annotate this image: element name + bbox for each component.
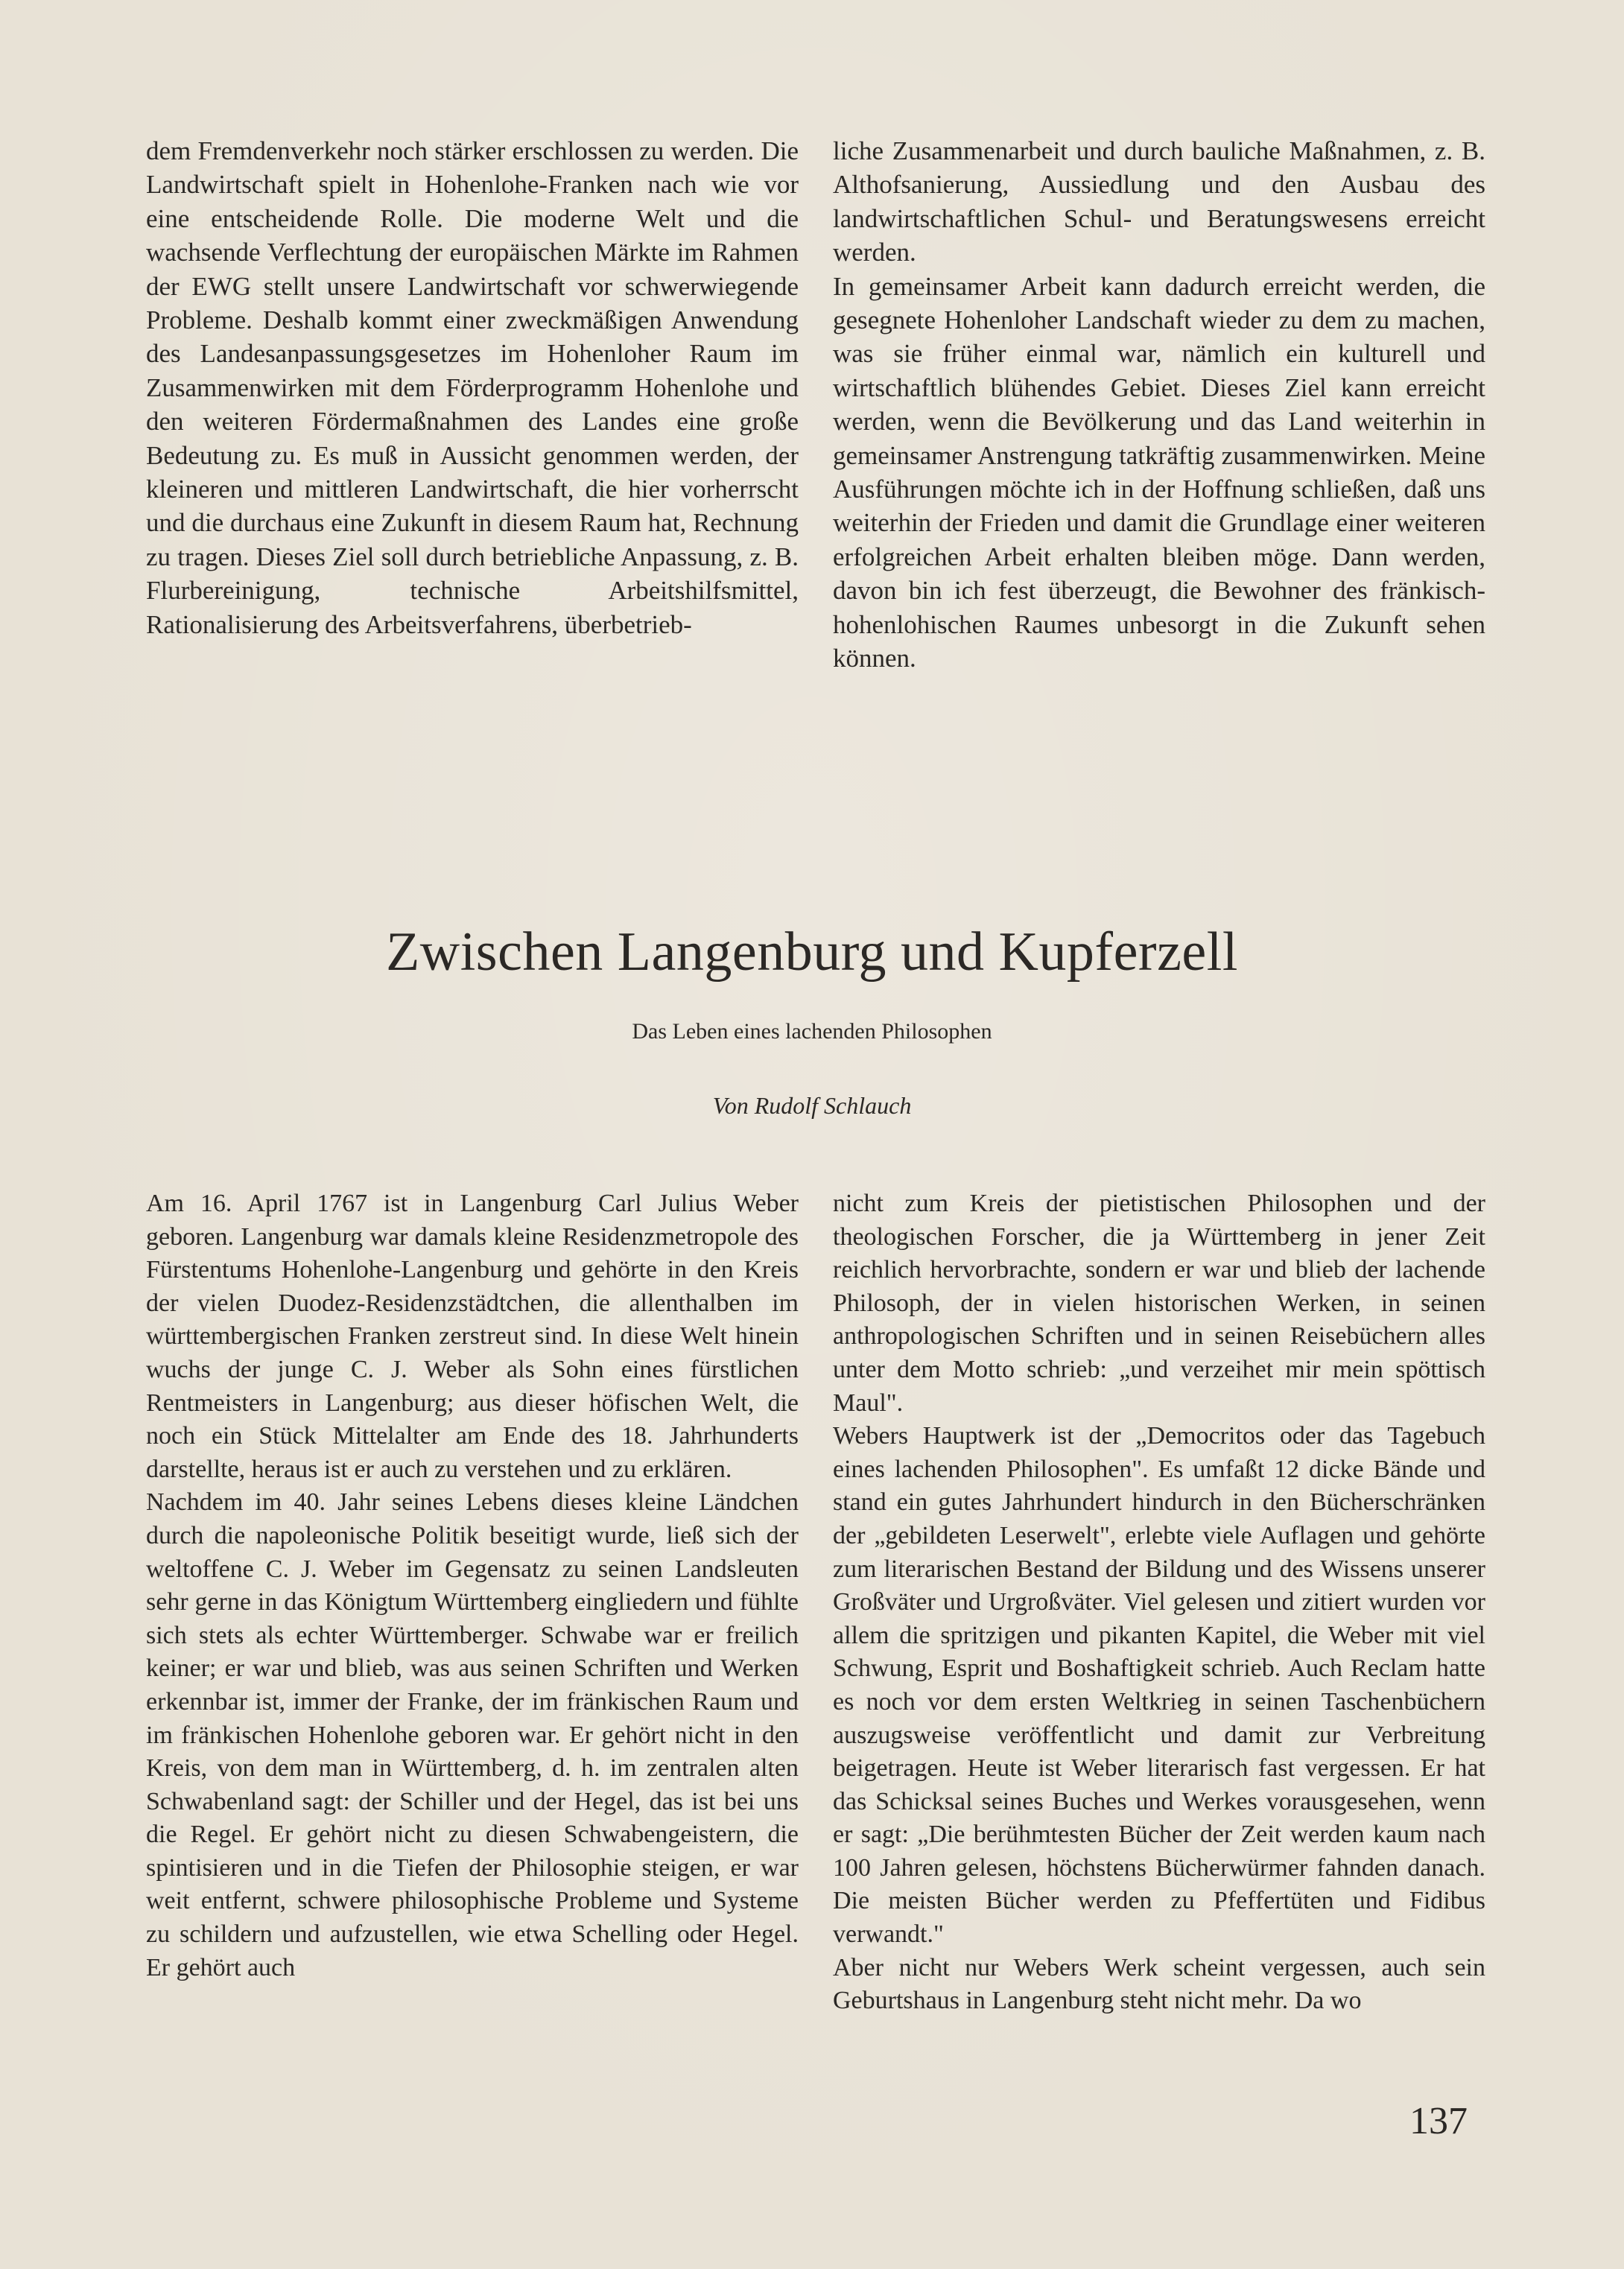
paragraph: Aber nicht nur Webers Werk scheint vergessen, auch sein Geburtshaus in Langenburg steht nicht mehr. Da wo — [833, 1953, 1485, 2015]
bottom-left-column — [146, 1187, 799, 1984]
paragraph: Am 16. April 1767 ist in Langenburg Carl Julius Weber geboren. Langenburg war damals kleine Residenzmetropole des Fürstentums Hohenlohe-Langenburg und gehörte in den Kreis der vielen Duodez-Residenzstädtchen, die allenthalben im württembergischen Franken zerstreut sind. In diese Welt hinein wuchs der junge C. J. Weber als Sohn eines fürstlichen Rentmeisters in Langenburg; aus dieser höfischen Welt, die noch ein Stück Mittelalter am Ende des 18. Jahrhunderts darstellte, heraus ist er auch zu verstehen und zu erklären. — [146, 1190, 799, 1483]
paragraph: Webers Hauptwerk ist der „Democritos oder das Tagebuch eines lachenden Philosophen". Es umfaßt 12 dicke Bände und stand ein gutes Jahrhundert hindurch in den Bücherschränken der „gebildeten Leserwelt", erlebte viele Auflagen und gehörte zum literarischen Bestand der Bildung und des Wissens unserer Großväter und Urgroßväter. Viel gelesen und zitiert wurden vor allem die spritzigen und pikanten Kapitel, die Weber mit viel Schwung, Esprit und Boshaftigkeit schrieb. Auch Reclam hatte es noch vor dem ersten Weltkrieg in seinen Taschenbüchern auszugsweise veröffentlicht und damit zur Verbreitung beigetragen. Heute ist Weber literarisch fast vergessen. Er hat das Schicksal seines Buches und Werkes vorausgesehen, wenn er sagt: „Die berühmtesten Bücher der Zeit werden kaum nach 100 Jahren gelesen, höchstens Bücherwürmer fahnden danach. Die meisten Bücher werden zu Pfeffertüten und Fidibus verwandt." — [833, 1422, 1485, 1949]
top-right-column — [833, 134, 1485, 676]
paragraph: In gemeinsamer Arbeit kann dadurch erreicht werden, die gesegnete Hohenloher Landschaft wieder zu dem zu machen, was sie früher einmal war, nämlich ein kulturell und wirtschaftlich blühendes Gebiet. Dieses Ziel kann erreicht werden, wenn die Bevölkerung und das Land weiterhin in gemeinsamer Anstrengung tatkräftig zusammenwirken. Meine Ausführungen möchte ich in der Hoffnung schließen, daß uns weiterhin der Frieden und damit die Grundlage einer weiteren erfolgreichen Arbeit erhalten bleiben möge. Dann werden, davon bin ich fest überzeugt, die Bewohner des fränkisch-hohenlohischen Raumes unbesorgt in die Zukunft sehen können. — [833, 271, 1485, 673]
paragraph: liche Zusammenarbeit und durch bauliche Maßnahmen, z. B. Althofsanierung, Aussiedlung und den Ausbau des landwirtschaftlichen Schul- und Beratungswesens erreicht werden. — [833, 136, 1485, 267]
paragraph: dem Fremdenverkehr noch stärker erschlossen zu werden. Die Landwirtschaft spielt in Hohenlohe-Franken nach wie vor eine entscheidende Rolle. Die moderne Welt und die wachsende Verflechtung der europäischen Märkte im Rahmen der EWG stellt unsere Landwirtschaft vor schwerwiegende Probleme. Deshalb kommt einer zweckmäßigen Anwendung des Landesanpassungsgesetzes im Hohenloher Raum im Zusammenwirken mit dem Förderprogramm Hohenlohe und den weiteren Fördermaßnahmen des Landes eine große Bedeutung zu. Es muß in Aussicht genommen werden, der kleineren und mittleren Landwirtschaft, die hier vorherrscht und die durchaus eine Zukunft in diesem Raum hat, Rechnung zu tragen. Dieses Ziel soll durch betriebliche Anpassung, z. B. Flurbereinigung, technische Arbeitshilfsmittel, Rationalisierung des Arbeitsverfahrens, überbetrieb- — [146, 136, 799, 639]
page-number: 137 — [1409, 2100, 1468, 2142]
article-subtitle: Das Leben eines lachenden Philosophen — [632, 1019, 992, 1044]
bottom-right-column — [833, 1187, 1485, 2018]
top-left-column — [146, 134, 799, 641]
article-byline: Von Rudolf Schlauch — [712, 1092, 912, 1119]
article-title: Zwischen Langenburg und Kupferzell — [386, 921, 1238, 983]
paragraph: nicht zum Kreis der pietistischen Philosophen und der theologischen Forscher, die ja Württemberg in jener Zeit reichlich hervorbrachte, sondern er war und blieb der lachende Philosoph, der in vielen historischen Werken, in seinen anthropologischen Schriften und in seinen Reisebüchern alles unter dem Motto schrieb: „und verzeihet mir mein spöttisch Maul". — [833, 1190, 1485, 1417]
paragraph: Nachdem im 40. Jahr seines Lebens dieses kleine Ländchen durch die napoleonische Politik beseitigt wurde, ließ sich der weltoffene C. J. Weber im Gegensatz zu seinen Landsleuten sehr gerne in das Königtum Württemberg eingliedern und fühlte sich stets als echter Württemberger. Schwabe war er freilich keiner; er war und blieb, was aus seinen Schriften und Werken erkennbar ist, immer der Franke, der im fränkischen Raum und im fränkischen Hohenlohe geboren war. Er gehört nicht in den Kreis, von dem man in Württemberg, d. h. im zentralen alten Schwabenland sagt: der Schiller und der Hegel, das ist bei uns die Regel. Er gehört nicht zu diesen Schwabengeistern, die spintisieren und in die Tiefen der Philosophie steigen, er war weit entfernt, schwere philosophische Probleme und Systeme zu schildern und aufzustellen, wie etwa Schelling oder Hegel. Er gehört auch — [146, 1488, 799, 1981]
